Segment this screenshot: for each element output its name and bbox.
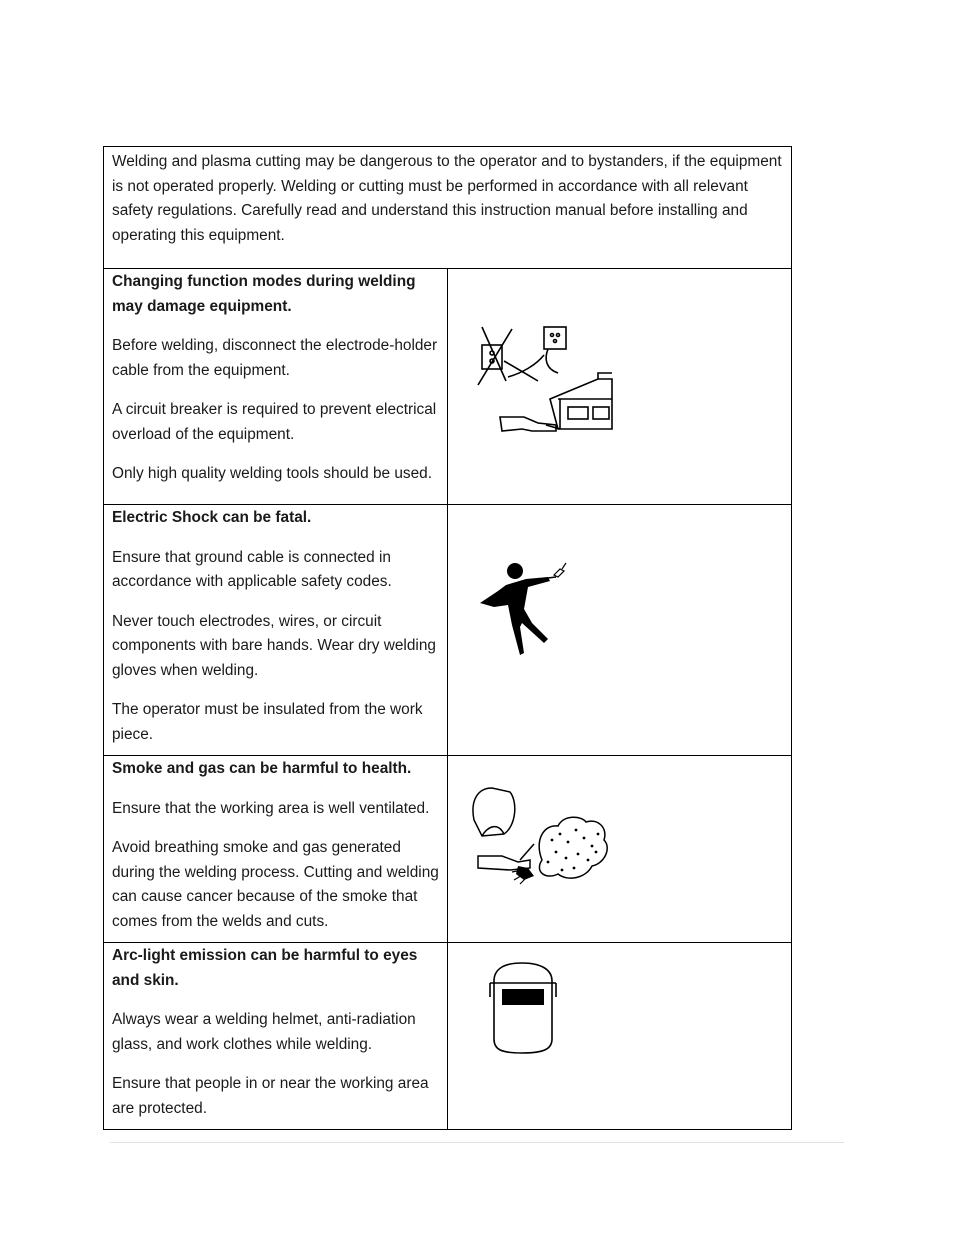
- section-paragraph: The operator must be insulated from the work piece.: [112, 701, 423, 743]
- section-heading: Changing function modes during welding may damage equipment.: [112, 273, 416, 315]
- safety-text-cell: [104, 505, 448, 756]
- section-heading: Smoke and gas can be harmful to health.: [112, 760, 412, 777]
- section-heading: Electric Shock can be fatal.: [112, 509, 312, 526]
- section-paragraph: Before welding, disconnect the electrode-holder cable from the equipment.: [112, 337, 438, 379]
- smoke-fumes-icon: [448, 756, 659, 927]
- section-paragraph: Ensure that ground cable is connected in accordance with applicable safety codes.: [112, 548, 392, 590]
- equipment-disconnect-icon: [448, 269, 659, 503]
- safety-image-cell: [448, 505, 792, 756]
- safety-image-cell: [448, 943, 792, 1130]
- section-paragraph: A circuit breaker is required to prevent electrical overload of the equipment.: [112, 401, 437, 443]
- section-heading: Arc-light emission can be harmful to eyes and skin.: [112, 947, 418, 989]
- section-paragraph: Ensure that people in or near the working area are protected.: [112, 1075, 429, 1117]
- safety-table: [103, 146, 792, 1130]
- safety-sheet: [103, 146, 792, 1130]
- electric-shock-icon: [448, 505, 659, 715]
- welding-helmet-icon: [448, 943, 659, 1089]
- section-paragraph: Always wear a welding helmet, anti-radiation glass, and work clothes while welding.: [112, 1011, 416, 1053]
- safety-image-cell: [448, 756, 792, 943]
- safety-text-cell: [104, 756, 448, 943]
- safety-text-cell: [104, 943, 448, 1130]
- safety-row-smoke-gas: [104, 756, 792, 943]
- safety-image-cell: [448, 269, 792, 505]
- safety-row-arc-light: [104, 943, 792, 1130]
- safety-row-electric-shock: [104, 505, 792, 756]
- safety-row-function-modes: [104, 269, 792, 505]
- section-paragraph: Only high quality welding tools should be used.: [112, 465, 432, 482]
- section-paragraph: Avoid breathing smoke and gas generated during the welding process. Cutting and welding can cause cancer because of the smoke that comes from the welds and cuts.: [112, 839, 439, 930]
- section-paragraph: Ensure that the working area is well ventilated.: [112, 799, 430, 817]
- footer-divider: [110, 1142, 844, 1143]
- intro-cell: [104, 147, 792, 269]
- intro-row: [104, 147, 792, 269]
- safety-text-cell: [104, 269, 448, 505]
- section-paragraph: Never touch electrodes, wires, or circuit components with bare hands. Wear dry welding gloves when welding.: [112, 612, 436, 679]
- intro-text: Welding and plasma cutting may be dangerous to the operator and to bystanders, if the equipment is not operated properly. Welding or cutting must be performed in accordance with all relevant safety regulations. Carefully read and understand this instruction manual before installing and operating this equipment.: [112, 153, 782, 244]
